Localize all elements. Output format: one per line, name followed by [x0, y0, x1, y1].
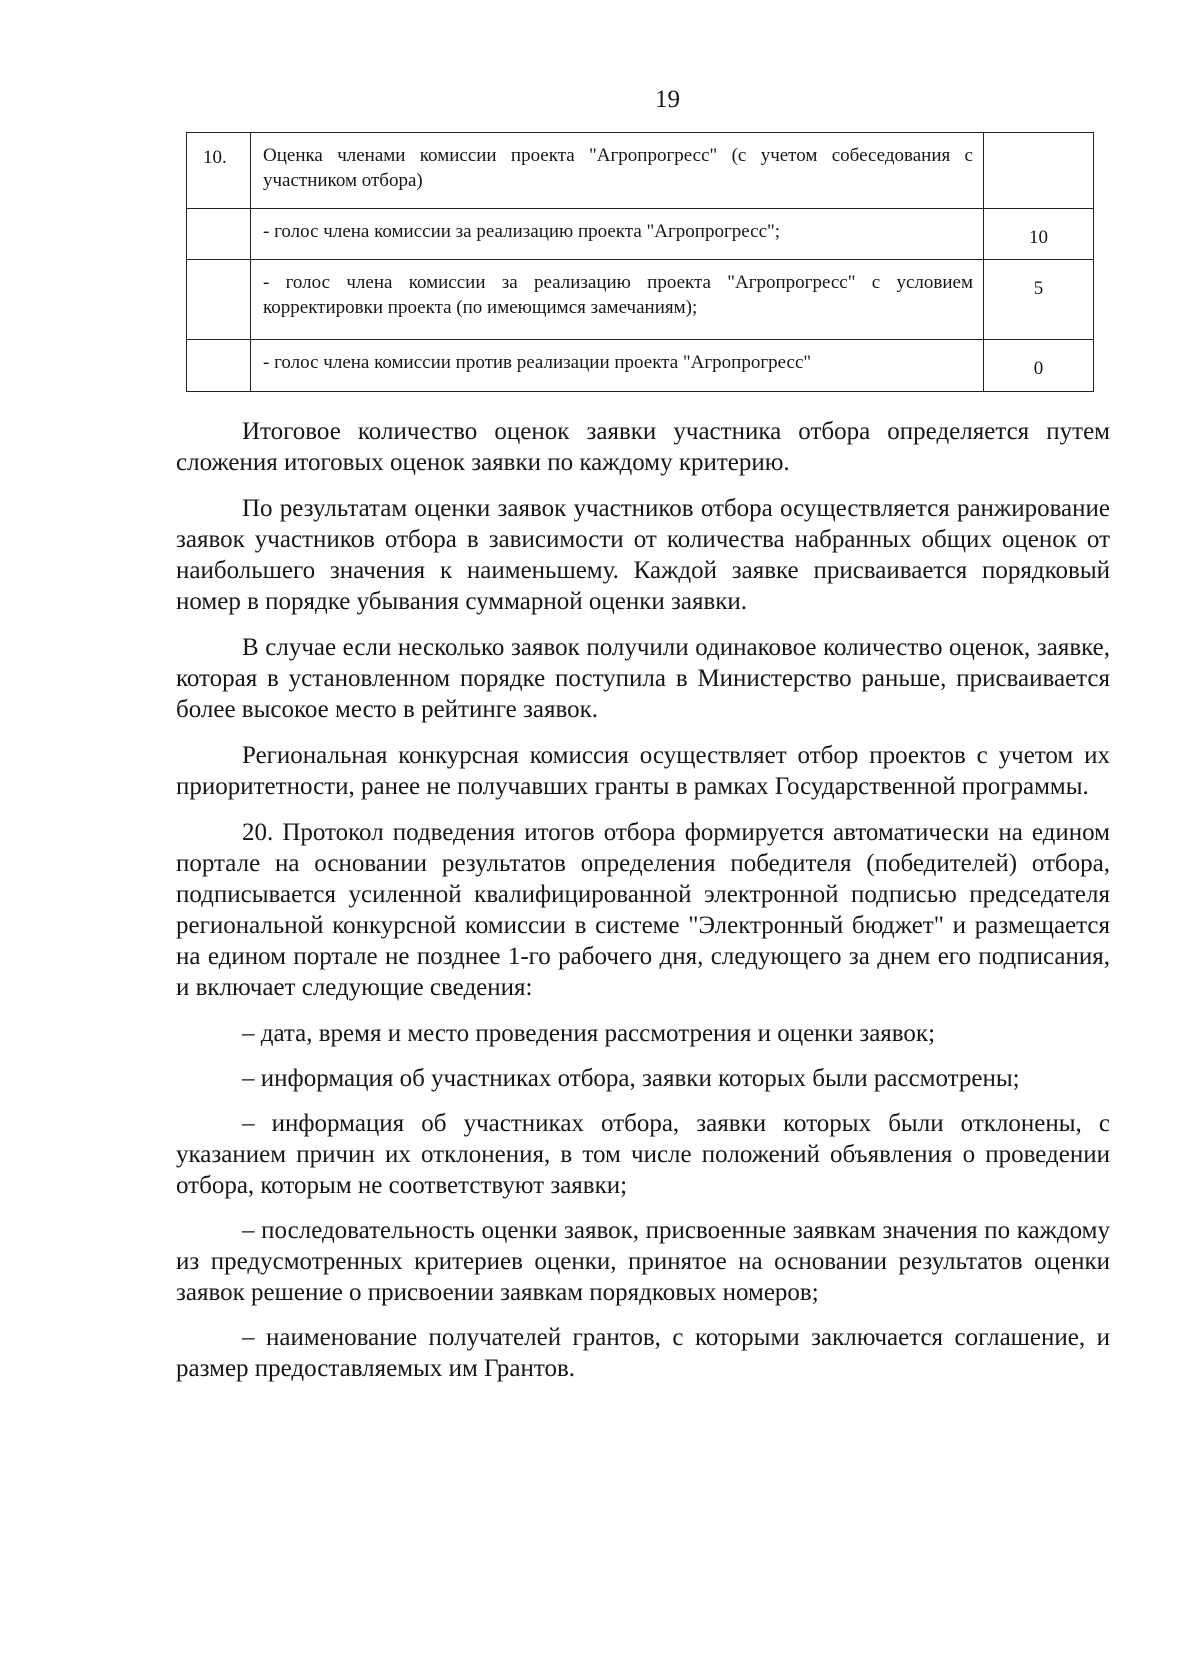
table-row [187, 133, 1094, 209]
criteria-table [186, 132, 1094, 392]
list-item: – информация об участниках отбора, заявки которых были отклонены, с указанием причин их отклонения, в том числе положений объявления о проведении отбора, которым не соответствуют заявки; [176, 1110, 1110, 1199]
table-row [187, 209, 1094, 260]
row-number [187, 209, 251, 260]
score-value [984, 133, 1094, 209]
row-number [187, 340, 251, 392]
paragraph: Региональная конкурсная комиссия осуществляет отбор проектов с учетом их приоритетности, ранее не получавших гранты в рамках Государственной программы. [176, 742, 1110, 800]
paragraph: В случае если несколько заявок получили одинаковое количество оценок, заявке, которая в установленном порядке поступила в Министерство раньше, присваивается более высокое место в рейтинге заявок. [176, 634, 1110, 723]
page-number: 19 [655, 86, 680, 113]
score-value: 5 [984, 260, 1094, 340]
list-item: – дата, время и место проведения рассмотрения и оценки заявок; [242, 1020, 936, 1047]
criterion-text: - голос члена комиссии за реализацию проекта "Агропрогресс"; [251, 209, 984, 260]
table-row [187, 260, 1094, 340]
criterion-text: Оценка членами комиссии проекта "Агропрогресс" (с учетом собеседования с участником отбора) [251, 133, 984, 209]
document-body [176, 416, 1110, 1398]
list-item: – информация об участниках отбора, заявки которых были рассмотрены; [242, 1065, 1020, 1092]
criterion-text: - голос члена комиссии против реализации проекта "Агропрогресс" [251, 340, 984, 392]
list-item: – последовательность оценки заявок, присвоенные заявкам значения по каждому из предусмотренных критериев оценки, принятое на основании результатов оценки заявок решение о присвоении заявкам порядковых номеров; [176, 1217, 1110, 1306]
paragraph: 20. Протокол подведения итогов отбора формируется автоматически на едином портале на основании результатов определения победителя (победителей) отбора, подписывается усиленной квалифицированной электронной подписью председателя региональной конкурсной комиссии в системе "Электронный бюджет" и размещается на едином портале не позднее 1-го рабочего дня, следующего за днем его подписания, и включает следующие сведения: [176, 819, 1110, 1001]
score-value: 0 [984, 340, 1094, 392]
criterion-text: - голос члена комиссии за реализацию проекта "Агропрогресс" с условием корректировки проекта (по имеющимся замечаниям); [251, 260, 984, 340]
table-row [187, 340, 1094, 392]
list-item: – наименование получателей грантов, с которыми заключается соглашение, и размер предоставляемых им Грантов. [176, 1324, 1110, 1382]
score-value: 10 [984, 209, 1094, 260]
paragraph: Итоговое количество оценок заявки участника отбора определяется путем сложения итоговых оценок заявки по каждому критерию. [176, 418, 1110, 476]
row-number: 10. [187, 133, 251, 209]
paragraph: По результатам оценки заявок участников отбора осуществляется ранжирование заявок участников отбора в зависимости от количества набранных общих оценок от наибольшего значения к наименьшему. Каждой заявке присваивается порядковый номер в порядке убывания суммарной оценки заявки. [176, 495, 1110, 615]
row-number [187, 260, 251, 340]
